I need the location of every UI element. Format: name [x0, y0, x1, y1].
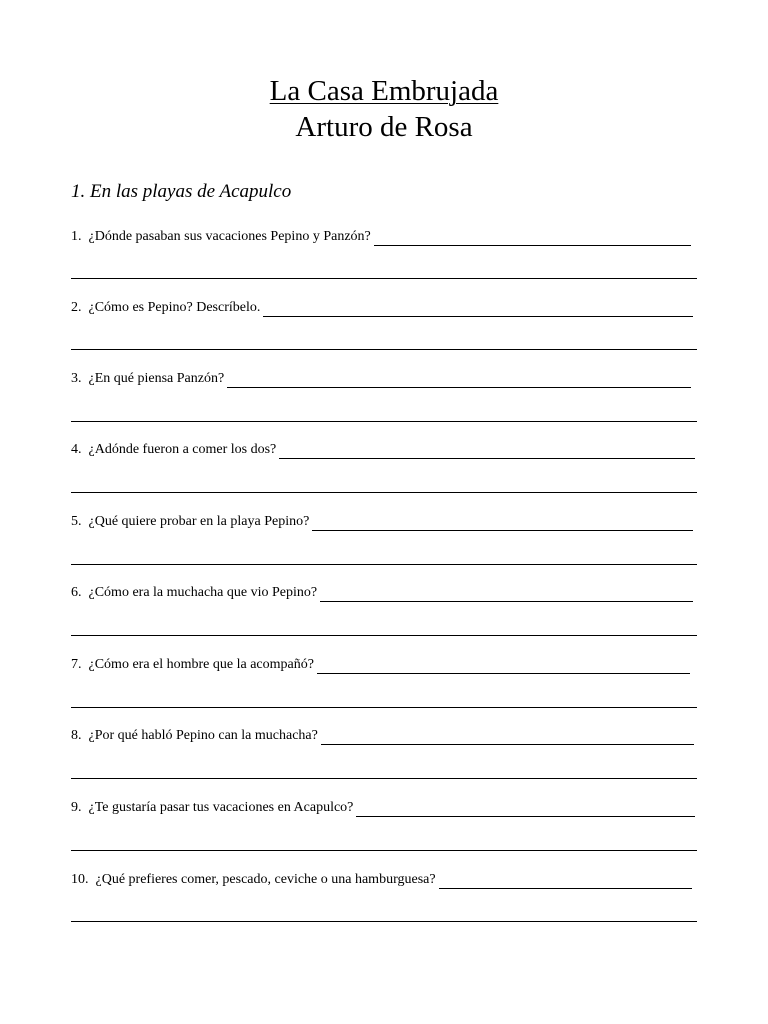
question-number: 9.	[71, 800, 89, 815]
question-text: ¿Te gustaría pasar tus vacaciones en Acapulco?	[88, 800, 354, 815]
answer-blank[interactable]	[320, 588, 693, 602]
answer-line[interactable]	[71, 778, 697, 779]
question-number: 5.	[71, 514, 89, 529]
question-1	[71, 228, 691, 246]
answer-line[interactable]	[71, 349, 697, 350]
question-number: 3.	[71, 371, 89, 386]
question-3	[71, 370, 691, 388]
answer-blank[interactable]	[279, 445, 695, 459]
answer-line[interactable]	[71, 492, 697, 493]
answer-line[interactable]	[71, 564, 697, 565]
question-text: ¿Qué quiere probar en la playa Pepino?	[88, 514, 310, 529]
answer-line[interactable]	[71, 421, 697, 422]
question-text: ¿Cómo es Pepino? Descríbelo.	[88, 300, 261, 315]
answer-blank[interactable]	[263, 303, 693, 317]
question-9	[71, 799, 695, 817]
question-8	[71, 727, 694, 745]
question-number: 7.	[71, 657, 89, 672]
question-number: 6.	[71, 585, 89, 600]
answer-blank[interactable]	[374, 232, 691, 246]
answer-line[interactable]	[71, 921, 697, 922]
answer-blank[interactable]	[439, 875, 692, 889]
question-text: ¿Dónde pasaban sus vacaciones Pepino y Panzón?	[88, 229, 371, 244]
section-heading: 1. En las playas de Acapulco	[71, 181, 292, 202]
worksheet-title: La Casa Embrujada	[269, 75, 499, 107]
question-text: ¿Qué prefieres comer, pescado, ceviche o una hamburguesa?	[95, 872, 436, 887]
question-text: ¿Cómo era el hombre que la acompañó?	[88, 657, 314, 672]
answer-blank[interactable]	[317, 660, 690, 674]
question-number: 10.	[71, 872, 96, 887]
question-number: 4.	[71, 442, 89, 457]
question-4	[71, 441, 695, 459]
answer-blank[interactable]	[312, 517, 693, 531]
question-2	[71, 299, 693, 317]
question-5	[71, 513, 693, 531]
answer-blank[interactable]	[227, 374, 691, 388]
question-number: 8.	[71, 728, 89, 743]
question-7	[71, 656, 690, 674]
question-text: ¿Por qué habló Pepino can la muchacha?	[88, 728, 318, 743]
question-6	[71, 584, 693, 602]
answer-line[interactable]	[71, 850, 697, 851]
question-number: 2.	[71, 300, 89, 315]
answer-blank[interactable]	[356, 803, 695, 817]
question-number: 1.	[71, 229, 89, 244]
question-10	[71, 871, 692, 889]
author-name: Arturo de Rosa	[295, 111, 473, 143]
answer-blank[interactable]	[321, 731, 694, 745]
answer-line[interactable]	[71, 635, 697, 636]
question-text: ¿Adónde fueron a comer los dos?	[88, 442, 277, 457]
answer-line[interactable]	[71, 278, 697, 279]
answer-line[interactable]	[71, 707, 697, 708]
question-text: ¿En qué piensa Panzón?	[88, 371, 225, 386]
question-text: ¿Cómo era la muchacha que vio Pepino?	[88, 585, 318, 600]
